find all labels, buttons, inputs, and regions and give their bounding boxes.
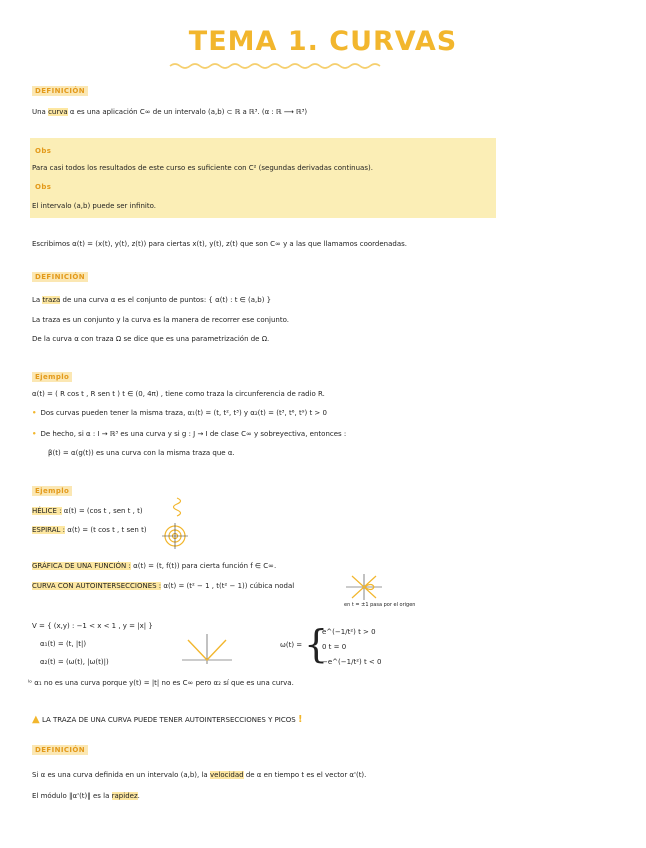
omega-case: 0 t = 0 <box>322 643 347 651</box>
example-text: α(t) = ( R cos t , R sen t ) t ∈ (0, 4π) , tiene como traza la circunferencia de radio R. <box>32 390 325 398</box>
spiral-text: ESPIRAL : α(t) = (t cos t , t sen t) <box>32 526 147 534</box>
trace-text: De la curva α con traza Ω se dice que es una parametrización de Ω. <box>32 335 270 343</box>
trace-text: La traza es un conjunto y la curva es la manera de recorrer ese conjunto. <box>32 316 289 324</box>
coordinates-text: Escribimos α(t) = (x(t), y(t), z(t)) para ciertas x(t), y(t), z(t) que son C∞ y a las que llamamos coordenadas. <box>32 240 407 248</box>
graph-function-text: GRÁFICA DE UNA FUNCIÓN : α(t) = (t, f(t)) para cierta función f ∈ C∞. <box>32 562 277 570</box>
velocity-definition: Si α es una curva definida en un intervalo (a,b), la velocidad de α en tiempo t es el vector α'(t). <box>32 771 367 779</box>
set-definition: V = { (x,y) : −1 < x < 1 , y = |x| } <box>32 622 153 630</box>
omega-case: −e^(−1/t²) t < 0 <box>322 658 382 666</box>
warning-icon: ▲ <box>32 714 40 725</box>
example-label: Ejemplo <box>32 372 72 382</box>
highlighted-term: rapidez <box>111 792 138 800</box>
self-intersection-text: CURVA CON AUTOINTERSECCIONES : α(t) = (t² − 1 , t(t² − 1)) cúbica nodal <box>32 582 295 590</box>
example-label: Ejemplo <box>32 486 72 496</box>
observation-text: El intervalo (a,b) puede ser infinito. <box>32 202 156 210</box>
omega-lhs: ω(t) = <box>280 641 303 649</box>
helix-spiral-sketch <box>160 494 194 552</box>
observation-text: Para casi todos los resultados de este curso es suficiente con C² (segundas derivadas continuas). <box>32 164 373 172</box>
nodal-note: en t = ±1 pasa por el origen <box>344 602 416 608</box>
exclamation-icon: ! <box>297 714 303 725</box>
abs-value-sketch <box>180 630 234 666</box>
example-text: β(t) = α(g(t)) es una curva con la misma traza que α. <box>48 449 235 457</box>
piecewise-brace: { <box>304 622 329 666</box>
observation-label: Obs <box>35 183 52 191</box>
highlighted-term: curva <box>48 108 68 116</box>
title-underline-wave <box>168 62 388 70</box>
definition-label: DEFINICIÓN <box>32 745 88 755</box>
definition-label: DEFINICIÓN <box>32 272 88 282</box>
page-title: TEMA 1. CURVAS <box>188 26 458 57</box>
observation-label: Obs <box>35 147 52 155</box>
omega-case: e^(−1/t²) t > 0 <box>322 628 376 636</box>
helix-text: HÉLICE : α(t) = (cos t , sen t , t) <box>32 507 143 515</box>
curve-a1: α₁(t) = (t, |t|) <box>40 640 87 648</box>
example-bullet: • De hecho, si α : I → ℝ³ es una curva y si g : J → I de clase C∞ y sobreyectiva, entonces : <box>32 430 347 438</box>
warning-line: ▲ LA TRAZA DE UNA CURVA PUEDE TENER AUTOINTERSECCIONES Y PICOS ! <box>32 714 303 725</box>
abs-value-note: ˡᵒ α₁ no es una curva porque y(t) = |t| no es C∞ pero α₂ sí que es una curva. <box>28 679 294 687</box>
definition-curve-text: Una curva α es una aplicación C∞ de un intervalo (a,b) ⊂ ℝ a ℝ³. (α : ℝ ⟶ ℝ³) <box>32 108 308 116</box>
example-bullet: • Dos curvas pueden tener la misma traza, α₁(t) = (t, t², t³) y α₂(t) = (t³, t⁶, t⁹) t > 0 <box>32 409 327 417</box>
nodal-cubic-sketch <box>344 572 384 602</box>
trace-definition-text: La traza de una curva α es el conjunto de puntos: { α(t) : t ∈ (a,b) } <box>32 296 272 304</box>
highlighted-term: traza <box>42 296 61 304</box>
speed-definition: El módulo ‖α'(t)‖ es la rapidez. <box>32 792 140 800</box>
definition-label: DEFINICIÓN <box>32 86 88 96</box>
highlighted-term: velocidad <box>209 771 244 779</box>
curve-a2: α₂(t) = (ω(t), |ω(t)|) <box>40 658 109 666</box>
